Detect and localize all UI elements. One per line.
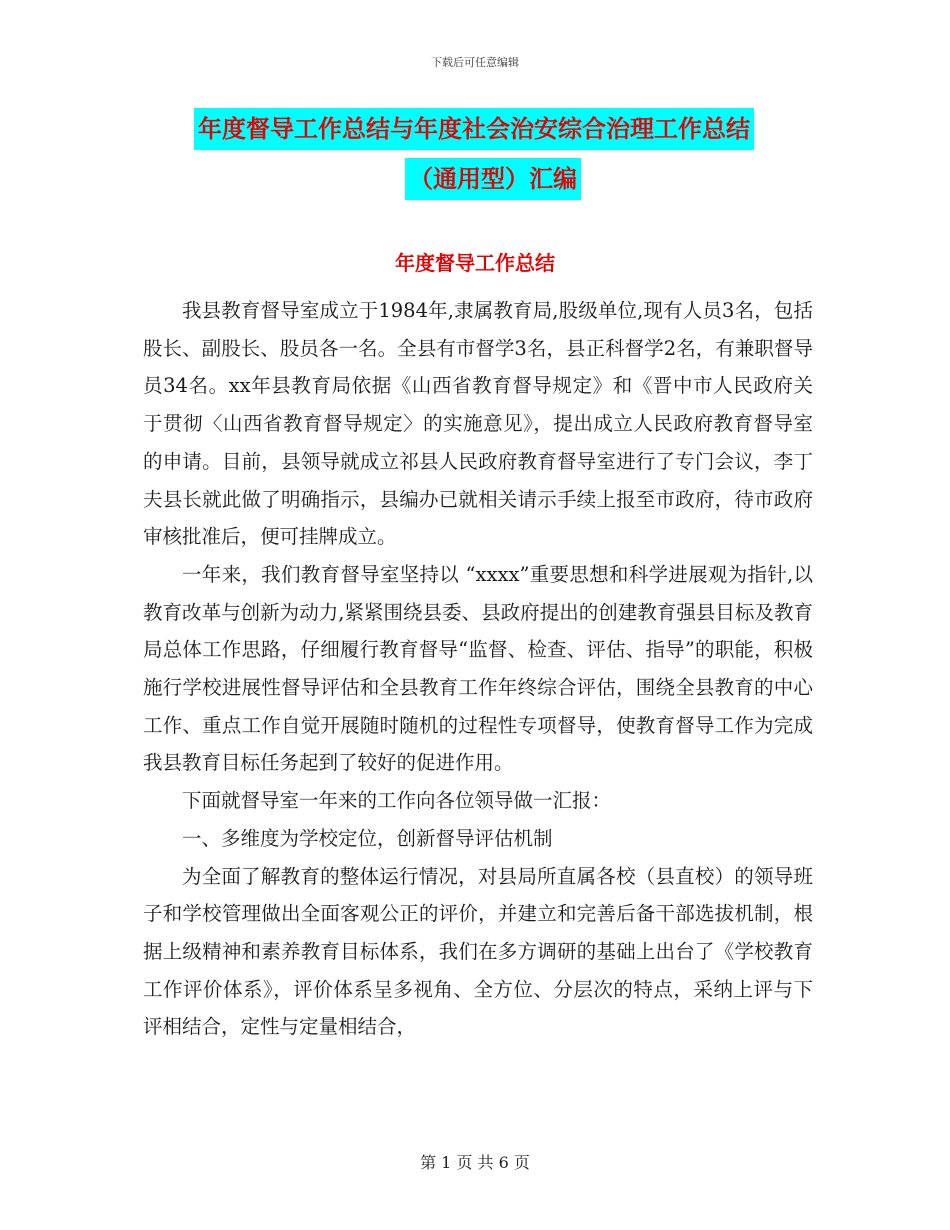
paragraph: 为全面了解教育的整体运行情况，对县局所直属各校（县直校）的领导班子和学校管理做出全面客观公正的评价，并建立和完善后备干部选拔机制，根据上级精神和素养教育目标体系，我们在多方调研的基础上出台了《学校教育工作评价体系》，评价体系呈多视角、全方位、分层次的特点，采纳上评与下评相结合，定性与定量相结合， <box>143 864 813 1039</box>
paragraph: 一年来，我们教育督导室坚持以 “xxxx”重要思想和科学进展观为指针,以教育改革与创新为动力,紧紧围绕县委、县政府提出的创建教育强县目标及教育局总体工作思路，仔细履行教育督导“监督、检查、评估、指导”的职能，积极施行学校进展性督导评估和全县教育工作年终综合评估，围绕全县教育的中心工作、重点工作自觉开展随时随机的过程性专项督导，使教育督导工作为完成我县教育目标任务起到了较好的促进作用。 <box>143 562 813 775</box>
title-line-1: 年度督导工作总结与年度社会治安综合治理工作总结 <box>194 108 754 150</box>
section-heading: 年度督导工作总结 <box>395 251 555 275</box>
paragraph: 我县教育督导室成立于1984年,隶属教育局,股级单位,现有人员3名，包括股长、副股长、股员各一名。全县有市督学3名，县正科督学2名，有兼职督导员34名。xx年县教育局依据《山西省教育督导规定》和《晋中市人民政府关于贯彻〈山西省教育督导规定〉的实施意见》，提出成立人民政府教育督导室的申请。目前，县领导就成立祁县人民政府教育督导室进行了专门会议，李丁夫县长就此做了明确指示，县编办已就相关请示手续上报至市政府，待市政府审核批准后，便可挂牌成立。 <box>143 299 813 549</box>
body-text <box>143 292 813 1046</box>
paragraph: 一、多维度为学校定位，创新督导评估机制 <box>182 826 553 850</box>
paragraph: 下面就督导室一年来的工作向各位领导做一汇报： <box>182 789 612 813</box>
title-line-2: （通用型）汇编 <box>405 158 581 200</box>
header-note: 下载后可任意编辑 <box>431 56 519 69</box>
page-footer: 第 1 页 共 6 页 <box>420 1153 530 1172</box>
